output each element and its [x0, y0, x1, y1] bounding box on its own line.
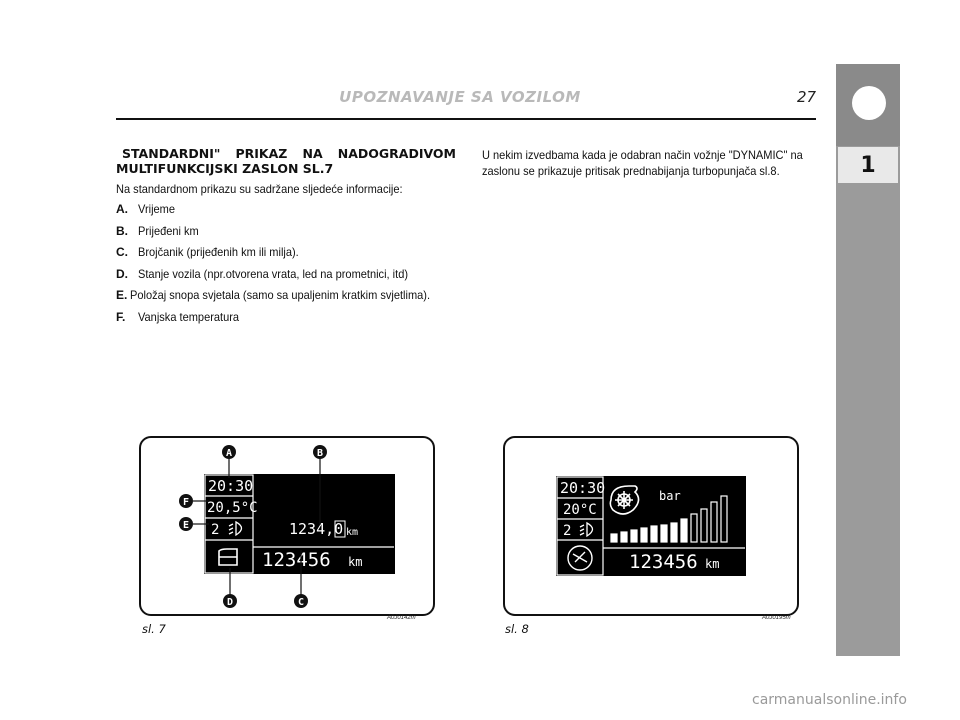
callout-d: D	[226, 597, 234, 608]
lcd-odometer: 123456	[262, 549, 331, 571]
lcd-light-level: 2	[211, 522, 220, 538]
list-item	[116, 245, 456, 267]
turbo-info-text: U nekim izvedbama kada je odabran način vožnje "DYNAMIC" na zaslonu se prikazuje pritisak prednabijanja turbopunjača sl.8.	[482, 148, 803, 178]
intro-text: Na standardnom prikazu su sadržane sljedeće informacije:	[116, 182, 403, 196]
boost-bar	[611, 534, 617, 542]
lcd-odo-unit: km	[348, 555, 363, 569]
list-item-letter: A.	[116, 202, 128, 216]
list-item-text: Položaj snopa svjetala (samo sa upaljenim kratkim svjetlima).	[129, 288, 430, 302]
callout-b: B	[316, 448, 324, 459]
list-item-letter: B.	[116, 223, 128, 238]
boost-bar	[651, 526, 657, 542]
boost-bar	[691, 514, 697, 542]
lcd-trip: 1234,0	[289, 520, 344, 538]
list-item	[116, 202, 456, 224]
figure-8-caption: sl. 8	[505, 622, 529, 636]
figure-8-code: A0J0195m	[762, 615, 791, 621]
boost-bar	[701, 509, 707, 542]
page-number: 27	[797, 88, 817, 106]
boost-bar	[661, 525, 667, 542]
boost-bar	[631, 530, 637, 542]
info-list	[116, 202, 456, 331]
lcd-temperature: 20°C	[563, 502, 597, 518]
figure-7-display-diagram	[139, 436, 435, 616]
figure-7-code: A0J0142m	[387, 615, 416, 621]
list-item	[116, 310, 456, 332]
header-rule	[116, 118, 816, 120]
section-heading	[116, 146, 456, 176]
boost-bar	[711, 502, 717, 542]
lcd-pressure-unit: bar	[659, 489, 681, 503]
page-header-title: UPOZNAVANJE SA VOZILOM	[339, 88, 581, 106]
chapter-dot-icon	[852, 86, 886, 120]
lcd-odometer: 123456	[629, 551, 698, 573]
boost-bar	[721, 496, 727, 542]
chapter-number: 1	[838, 147, 898, 183]
watermark: carmanualsonline.info	[752, 692, 907, 708]
boost-bar	[681, 519, 687, 542]
boost-bar	[621, 532, 627, 542]
list-item-text: Stanje vozila (npr.otvorena vrata, led na prometnici, itd)	[138, 266, 409, 281]
callout-f: F	[182, 497, 190, 508]
boost-bar	[671, 523, 677, 542]
list-item-text: Prijeđeni km	[138, 223, 199, 238]
list-item-letter: D.	[116, 266, 128, 281]
lcd-temperature: 20,5°C	[207, 500, 258, 516]
section-heading-line2: MULTIFUNKCIJSKI ZASLON SL.7	[116, 161, 334, 176]
lcd-time: 20:30	[560, 479, 606, 497]
figure-7-caption: sl. 7	[142, 622, 166, 636]
list-item-text: Vanjska temperatura	[138, 309, 240, 324]
callout-a: A	[225, 448, 233, 459]
boost-bar	[641, 528, 647, 542]
lcd-light-level: 2	[563, 523, 572, 539]
lcd-odo-unit: km	[705, 557, 720, 571]
callout-e: E	[182, 520, 190, 531]
list-item	[116, 288, 456, 310]
list-item	[116, 267, 456, 289]
callout-c: C	[297, 597, 305, 608]
list-item-letter: C.	[116, 245, 128, 259]
lcd-time: 20:30	[208, 477, 254, 495]
list-item	[116, 224, 456, 246]
lcd-trip-unit: km	[346, 527, 359, 538]
figure-8-display-diagram	[503, 436, 799, 616]
list-item-text: Vrijeme	[138, 202, 176, 216]
list-item-text: Brojčanik (prijeđenih km ili milja).	[138, 245, 299, 259]
list-item-letter: E.	[116, 288, 128, 302]
list-item-letter: F.	[116, 309, 126, 324]
section-heading-line1: STANDARDNI" PRIKAZ NA NADOGRADIVOM	[122, 146, 456, 161]
